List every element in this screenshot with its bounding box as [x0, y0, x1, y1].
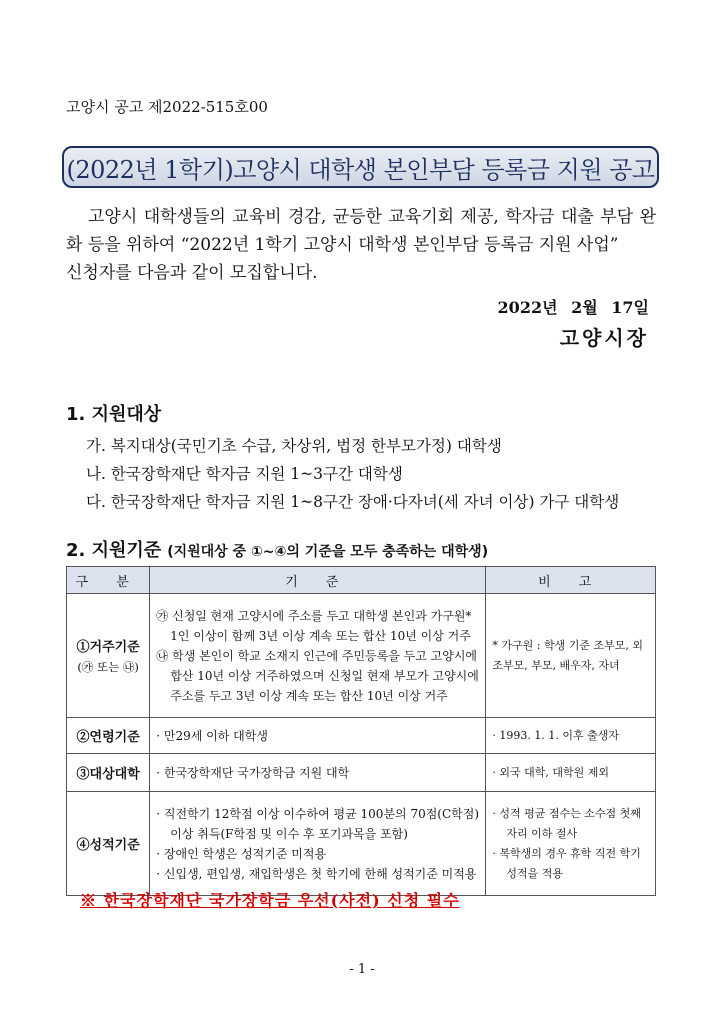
row-category: ④성적기준 — [67, 792, 150, 896]
section2-heading: 2. 지원기준 — [66, 540, 162, 561]
page-title: (2022년 1학기)고양시 대학생 본인부담 등록금 지원 공고 — [66, 155, 655, 184]
row-criteria — [150, 792, 486, 896]
criteria-table — [66, 566, 656, 896]
title-banner — [62, 146, 659, 188]
note-item: · 성적 평균 점수는 소수점 첫째 자리 이하 절사 — [492, 806, 641, 840]
announcement-date: 2022년 2월 17일 — [497, 298, 649, 317]
table-row — [67, 718, 656, 754]
intro-paragraph — [66, 203, 656, 287]
category-label: ①거주기준 — [76, 640, 140, 655]
row-note: * 가구원 : 학생 기준 조부모, 외조부모, 부모, 배우자, 자녀 — [486, 594, 656, 718]
table-row — [67, 792, 656, 896]
row-criteria — [150, 594, 486, 718]
page-number: - 1 - — [349, 962, 375, 977]
row-note: · 1993. 1. 1. 이후 출생자 — [486, 718, 656, 754]
mayor-signature: 고양시장 — [559, 326, 649, 350]
row-criteria: · 한국장학재단 국가장학금 지원 대학 — [150, 754, 486, 792]
note-item: · 복학생의 경우 휴학 직전 학기 성적을 적용 — [492, 846, 641, 880]
criteria-item: · 장애인 학생은 성적기준 미적용 — [156, 846, 327, 861]
row-note: · 외국 대학, 대학원 제외 — [486, 754, 656, 792]
section2-title — [66, 536, 488, 562]
criteria-item: ㉮ 신청일 현재 고양시에 주소를 두고 대학생 본인과 가구원* 1인 이상이 함께 3년 이상 계속 또는 합산 10년 이상 거주 — [156, 608, 472, 643]
row-category: ②연령기준 — [67, 718, 150, 754]
header-note: 비 고 — [486, 567, 656, 594]
intro-line-2: 신청자를 다음과 같이 모집합니다. — [66, 263, 318, 283]
table-row — [67, 594, 656, 718]
section1-list — [86, 432, 619, 516]
section1-title: 1. 지원대상 — [66, 404, 162, 425]
table-header-row — [67, 567, 656, 594]
row-note — [486, 792, 656, 896]
header-category: 구 분 — [67, 567, 150, 594]
section2-subtitle: (지원대상 중 ①~④의 기준을 모두 충족하는 대학생) — [167, 544, 489, 560]
header-criteria: 기 준 — [150, 567, 486, 594]
row-criteria: · 만29세 이하 대학생 — [150, 718, 486, 754]
important-notice: ※ 한국장학재단 국가장학금 우선(사전) 신청 필수 — [80, 891, 460, 910]
row-category: ③대상대학 — [67, 754, 150, 792]
intro-line-1: 고양시 대학생들의 교육비 경감, 균등한 교육기회 제공, 학자금 대출 부담 완화 등을 위하여 “2022년 1학기 고양시 대학생 본인부담 등록금 지원 사업” — [66, 207, 656, 255]
category-sub: (㉮ 또는 ㉯) — [77, 660, 139, 674]
row-category — [67, 594, 150, 718]
criteria-item: ㉯ 학생 본인이 학교 소재지 인근에 주민등록을 두고 고양시에 합산 10년 이상 거주하였으며 신청일 현재 부모가 고양시에 주소를 두고 3년 이상 계속 또는 합산 10년 이상 거주 — [156, 648, 479, 703]
list-item: 다. 한국장학재단 학자금 지원 1~8구간 장애·다자녀(세 자녀 이상) 가구 대학생 — [86, 493, 620, 511]
table-row — [67, 754, 656, 792]
criteria-item: · 직전학기 12학점 이상 이수하여 평균 100분의 70점(C학점) 이상 취득(F학점 및 이수 후 포기과목을 포함) — [156, 806, 480, 841]
list-item: 가. 복지대상(국민기초 수급, 차상위, 법정 한부모가정) 대학생 — [86, 437, 502, 455]
notice-number: 고양시 공고 제2022-515호00 — [66, 98, 268, 116]
criteria-item: · 신입생, 편입생, 재입학생은 첫 학기에 한해 성적기준 미적용 — [156, 866, 477, 881]
list-item: 나. 한국장학재단 학자금 지원 1~3구간 대학생 — [86, 465, 403, 483]
